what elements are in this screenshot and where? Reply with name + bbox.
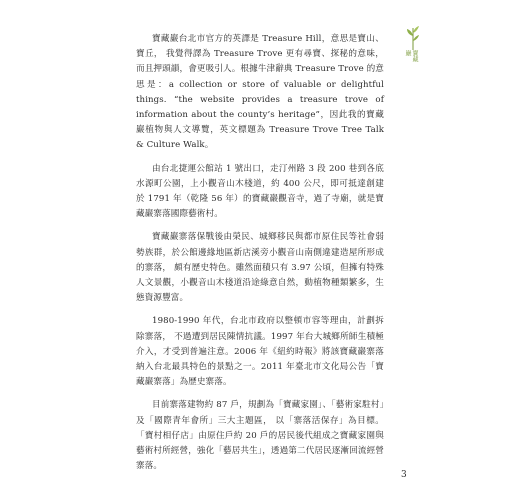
paragraph: 1980-1990 年代，台北市政府以整頓市容等理由，計劃拆除寨落， 不過遭到居民陳情抗議。1997 年台大城鄉所師生積極介入，才受到普遍注意。2006 年《紐約時報》將該寶藏巖寨落納入台北最具特色的景點之一。2011 年臺北市文化局公告「寶藏巖寨落」為歷史寨落。 <box>136 316 384 388</box>
plant-sprout-icon <box>402 24 424 50</box>
article-body <box>136 32 384 474</box>
chapter-tab-label: 寶藏巖 <box>404 50 418 62</box>
paragraph: 寶藏巖寨落保戰後由榮民、城鄉移民與都市原住民等社會弱勢族群，於公館邊緣地區新店溪旁小觀音山南側違建造屋所形成的寨落， 頗有歷史特色。雖然面積只有 3.97 公頃，但擁有特殊人文景觀，小觀音山木棧道沿途綠意自然，動植物種類繁多，生態資源豐富。 <box>136 232 384 304</box>
paragraph: 目前寨落建物約 87 戶，規劃為「寶藏家園」、「藝術家駐村」及「國際青年會所」三大主題區， 以「寨落活保存」為目標。「寶村相仔店」由原住戶約 20 戶的居民後代組成之寶藏家園與藝術村所經營，強化「藝居共生」，透過第二代居民逐漸回流經營寨落。 <box>136 400 384 472</box>
chapter-tab <box>402 24 424 66</box>
paragraph: 寶藏巖台北市官方的英譯是 Treasure Hill，意思是寶山、寶丘， 我覺得譯為 Treasure Trove 更有尋寶、探秘的意味，而且押頭韻，會更吸引人。根據牛津辭典 Treasure Trove 的意思是：a collection or store of valuable or delightful things. “the website provides a treasure trove of information about the county’s heritage”，因此我的寶藏巖植物與人文導覽，英文標題為 Treasure Trove Tree Talk & Culture Walk。 <box>136 34 384 151</box>
paragraph: 由台北捷運公館站 1 號出口，走汀州路 3 段 200 巷到各底水源町公園，上小觀音山木棧道，約 400 公尺，即可抵達創建於 1791 年（乾隆 56 年）的寶藏巖觀音寺，過了寺廟，就是寶藏巖寨落國際藝術村。 <box>136 163 384 220</box>
page-number: 3 <box>401 470 407 480</box>
